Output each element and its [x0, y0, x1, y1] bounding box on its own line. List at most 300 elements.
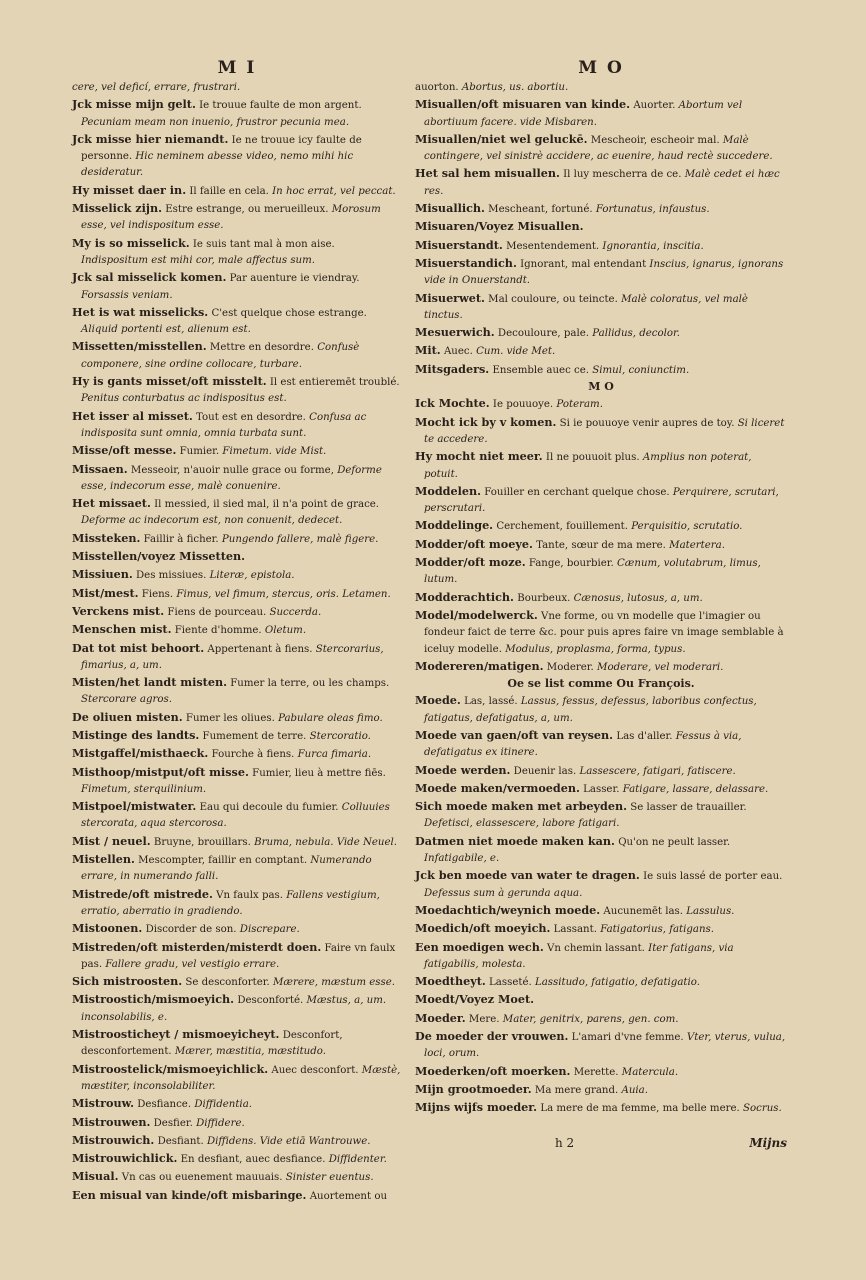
dictionary-entry [72, 495, 402, 530]
headword: Een misual van kinde/oft misbaringe. [72, 1187, 307, 1202]
latin-gloss: Fimus, vel fimum, stercus, oris. Letamen. [176, 588, 391, 600]
french-gloss: Il est entieremēt troublé. [269, 377, 400, 389]
latin-gloss: Infatigabile, e. [424, 853, 500, 865]
french-gloss: Estre estrange, ou merueilleux. [165, 204, 329, 216]
latin-gloss: Malè contingere, vel sinistrè accidere, ac euenire, haud rectè succedere. [424, 134, 773, 163]
headword: Mitsgaders. [415, 361, 490, 376]
latin-gloss: Abortus, us. abortiu. [461, 82, 569, 93]
headword: Moederken/oft moerken. [415, 1063, 571, 1078]
latin-gloss: Pecuniam meam non inuenio, frustror pecunia mea. [81, 116, 350, 128]
dictionary-entry [415, 973, 787, 991]
dictionary-entry [415, 692, 787, 727]
french-gloss: Ie pouuoye. [492, 399, 554, 411]
french-gloss: Mettre en desordre. [209, 342, 314, 354]
headword: Dat tot mist behoort. [72, 640, 205, 655]
latin-gloss: Lassulus. [686, 905, 735, 917]
latin-gloss: Numerando errare, in numerando falli. [81, 855, 372, 883]
latin-gloss: Oletum. [264, 625, 307, 637]
headword: Mistrouwen. [72, 1114, 151, 1129]
latin-gloss: Pallidus, decolor. [592, 328, 681, 340]
headword: Moede maken/vermoeden. [415, 780, 580, 795]
latin-gloss: Stercorare agros. [81, 694, 172, 706]
dictionary-entry [72, 1095, 402, 1113]
headword: Jck ben moede van water te dragen. [415, 868, 640, 883]
french-gloss: Desfiant. [157, 1135, 204, 1147]
subsection-heading: M O [588, 380, 614, 394]
dictionary-entry [72, 408, 402, 443]
headword: Misuerwet. [415, 290, 485, 305]
headword: Jck misse mijn gelt. [72, 97, 196, 112]
headword: Jck sal misselick komen. [72, 270, 227, 285]
french-gloss: Fiens. [141, 588, 174, 600]
french-gloss: Moderer. [546, 661, 594, 673]
latin-gloss: Malè coloratus, vel malè tinctus. [424, 293, 748, 321]
french-gloss: Fumier, lieu à mettre fiēs. [252, 767, 386, 779]
latin-gloss: Abortum vel abortiuum facere. vide Misbaren. [424, 100, 743, 128]
dictionary-entry [72, 131, 402, 182]
dictionary-entry [72, 1061, 402, 1096]
headword: Mijn grootmoeder. [415, 1081, 532, 1096]
french-gloss: Mescompter, faillir en comptant. [138, 855, 308, 867]
headword: Mistpoel/mistwater. [72, 799, 197, 814]
dictionary-entry [72, 798, 402, 833]
headword: Moedt/Voyez Moet. [415, 992, 535, 1007]
dictionary-entry [72, 851, 402, 886]
french-gloss: Merette. [573, 1066, 619, 1078]
latin-gloss: Mæstè, mæstiter, inconsolabiliter. [81, 1064, 401, 1092]
headword: De oliuen misten. [72, 709, 183, 724]
headword: Moeder. [415, 1010, 466, 1025]
dictionary-entry [72, 727, 402, 745]
french-gloss: La mere de ma femme, ma belle mere. [540, 1103, 740, 1115]
latin-gloss: Fatigare, lassare, delassare. [622, 783, 769, 795]
dictionary-entry [72, 585, 402, 603]
headword: Mocht ick by v komen. [415, 414, 557, 429]
latin-gloss: Bruma, nebula. Vide Neuel. [254, 836, 398, 848]
french-gloss: Appertenant à fiens. [207, 643, 313, 655]
french-gloss: Desfier. [153, 1117, 193, 1129]
headword: Moede. [415, 693, 461, 708]
latin-gloss: Defessus sum à gerunda aqua. [424, 887, 583, 899]
dictionary-entry [415, 798, 787, 833]
french-gloss: Fiens de pourceau. [167, 606, 267, 618]
french-gloss: Se desconforter. [185, 977, 270, 989]
latin-gloss: Fatigatorius, fatigans. [600, 924, 715, 936]
french-gloss: Aucunemēt las. [603, 905, 684, 917]
dictionary-entry [72, 764, 402, 799]
headword: Moede werden. [415, 762, 511, 777]
headword: Mistreden/oft misterden/misterdt doen. [72, 939, 322, 954]
latin-gloss: Stercorarius, fimarius, a, um. [81, 643, 384, 671]
headword: Moedich/oft moeyich. [415, 921, 551, 936]
french-gloss: Auec. [443, 346, 473, 358]
dictionary-entry [415, 762, 787, 780]
headword: Misuallich. [415, 201, 485, 216]
latin-gloss: Vter, vterus, vulua, loci, orum. [424, 1032, 786, 1060]
latin-gloss: Modulus, proplasma, forma, typus. [505, 643, 686, 655]
headword: Mistroostelick/mismoeyichlick. [72, 1061, 269, 1076]
headword: Mistrouwichlick. [72, 1151, 178, 1166]
dictionary-entry [415, 833, 787, 868]
latin-gloss: Hic neminem abesse video, nemo mihi hic desideratur. [81, 151, 354, 179]
headword: Mist/mest. [72, 585, 139, 600]
french-gloss: Ie suis tant mal à mon aise. [192, 238, 335, 250]
dictionary-entry [415, 96, 787, 131]
latin-gloss: Diffidentia. [194, 1099, 253, 1111]
dictionary-entry [415, 727, 787, 762]
dictionary-entry [415, 165, 787, 200]
latin-gloss: Penitus conturbatus ac indispositus est. [81, 393, 287, 405]
latin-gloss: Confusa ac indisposita sunt omnia, omnia turbata sunt. [81, 411, 367, 439]
latin-gloss: Deforme esse, indecorum esse, malè conuenire. [81, 464, 382, 492]
latin-gloss: Ignorantia, inscitia. [602, 240, 704, 252]
dictionary-entry [415, 589, 787, 607]
page-footer [415, 1136, 787, 1154]
dictionary-entry [72, 939, 402, 974]
headword: Mistroostich/mismoeyich. [72, 992, 235, 1007]
headword: Misse/oft messe. [72, 443, 177, 458]
french-gloss: Il messied, il sied mal, il n'a point de grace. [154, 499, 380, 511]
headword: Mijns wijfs moeder. [415, 1100, 538, 1115]
latin-gloss: Literæ, epistola. [209, 570, 295, 582]
dictionary-entry [415, 1010, 787, 1028]
dictionary-entry [72, 96, 402, 131]
latin-gloss: Diffidere. [196, 1117, 245, 1129]
left-column [72, 56, 402, 1205]
latin-gloss: Pungendo fallere, malè figere. [221, 533, 379, 545]
dictionary-entry [72, 566, 402, 584]
dictionary-entry [72, 621, 402, 639]
dictionary-entry [72, 709, 402, 727]
dictionary-entry [415, 131, 787, 166]
latin-gloss: Amplius non poterat, potuit. [424, 452, 752, 480]
french-gloss: Mal couloure, ou teincte. [488, 293, 618, 305]
headword: Het sal hem misuallen. [415, 166, 560, 181]
dictionary-entry [415, 991, 787, 1009]
dictionary-entry [415, 1063, 787, 1081]
latin-gloss: Aliquid portenti est, alienum est. [81, 324, 251, 336]
latin-gloss: Inscius, ignarus, ignorans vide in Onuerstandt. [424, 258, 784, 287]
latin-gloss: Fimetum, sterquilinium. [81, 783, 207, 795]
french-gloss: Auortement ou [309, 1190, 388, 1202]
latin-gloss: Discrepare. [239, 924, 300, 936]
headword: Mist / neuel. [72, 833, 151, 848]
catchword: Mijns [749, 1136, 787, 1150]
latin-gloss: Moderare, vel moderari. [597, 661, 724, 673]
headword: My is so misselick. [72, 235, 190, 250]
french-gloss: Il faille en cela. [189, 185, 269, 197]
headword: Jck misse hier niemandt. [72, 131, 229, 146]
french-gloss: Qu'on ne peult lasser. [618, 836, 731, 848]
headword: Missaen. [72, 461, 128, 476]
latin-gloss: Diffidenter. [328, 1154, 387, 1166]
french-gloss: Fouiller en cerchant quelque chose. [484, 486, 670, 498]
latin-gloss: Fessus à via, defatigatus ex itinere. [424, 730, 742, 759]
dictionary-entry [415, 902, 787, 920]
french-gloss: Fange, bourbier. [528, 558, 614, 570]
headword: Misuallen/oft misuaren van kinde. [415, 97, 631, 112]
dictionary-entry [72, 833, 402, 851]
dictionary-entry [72, 338, 402, 373]
french-gloss: auorton. [415, 82, 459, 93]
right-column [415, 56, 787, 1118]
latin-gloss: Matercula. [621, 1066, 679, 1078]
headword: Misstellen/voyez Missetten. [72, 549, 246, 564]
french-gloss: Mesentendement. [506, 240, 600, 252]
headword: Ick Mochte. [415, 396, 490, 411]
latin-gloss: Morosum esse, vel indispositum esse. [81, 204, 381, 232]
french-gloss: Desconfort, desconfortement. [81, 1030, 343, 1058]
headword: Menschen mist. [72, 622, 172, 637]
dictionary-entry [72, 603, 402, 621]
french-gloss: Tout est en desordre. [196, 411, 306, 423]
french-gloss: Fumer les oliues. [185, 712, 275, 724]
latin-gloss: Socrus. [743, 1103, 782, 1115]
dictionary-entry [72, 1168, 402, 1186]
dictionary-entry [415, 483, 787, 518]
headword: Mistrouwich. [72, 1132, 155, 1147]
headword: Moede van gaen/oft van reysen. [415, 727, 614, 742]
dictionary-entry [415, 290, 787, 325]
latin-gloss: Furca fimaria. [297, 749, 372, 761]
headword: Moedtheyt. [415, 974, 486, 989]
left-entries [72, 80, 402, 1205]
headword: Moedachtich/weynich moede. [415, 902, 601, 917]
french-gloss: Vn faulx pas. [216, 889, 284, 901]
subsection-heading: Oe se list comme Ou François. [507, 677, 695, 691]
dictionary-entry [72, 991, 402, 1026]
headword: Mit. [415, 343, 441, 358]
headword: Modderachtich. [415, 589, 514, 604]
latin-gloss: Fimetum. vide Mist. [222, 446, 327, 458]
headword: Het is wat misselicks. [72, 304, 209, 319]
french-gloss: Par auenture ie viendray. [229, 273, 360, 285]
dictionary-entry [72, 1150, 402, 1168]
dictionary-entry [415, 1028, 787, 1063]
french-gloss: Auec desconfort. [271, 1064, 359, 1076]
dictionary-entry [72, 461, 402, 496]
dictionary-entry [72, 80, 402, 96]
headword: Het isser al misset. [72, 408, 193, 423]
dictionary-entry [72, 304, 402, 339]
dictionary-entry [72, 373, 402, 408]
headword: Modereren/matigen. [415, 658, 544, 673]
latin-gloss: Lassescere, fatigari, fatiscere. [579, 765, 736, 777]
dictionary-entry [72, 235, 402, 270]
dictionary-entry [415, 342, 787, 360]
dictionary-entry [72, 920, 402, 938]
headword: Hy is gants misset/oft misstelt. [72, 374, 267, 389]
dictionary-entry [415, 200, 787, 218]
french-gloss: Ie ne trouue icy faulte de personne. [81, 134, 362, 163]
latin-gloss: Auia. [621, 1084, 648, 1096]
headword: Mistroosticheyt / mismoeyicheyt. [72, 1027, 280, 1042]
latin-gloss: Fortunatus, infaustus. [595, 204, 710, 216]
latin-gloss: Malè cedet ei hæc res. [424, 169, 780, 197]
french-gloss: Faillir à ficher. [143, 533, 219, 545]
french-gloss: Vn cas ou euenement mauuais. [121, 1172, 283, 1184]
headword: Moddelinge. [415, 518, 494, 533]
dictionary-entry [72, 674, 402, 709]
right-entries [415, 80, 787, 1118]
latin-gloss: Cænum, volutabrum, limus, lutum. [424, 558, 761, 586]
french-gloss: Lasseté. [489, 977, 532, 989]
latin-gloss: Colluuies stercorata, aqua stercorosa. [81, 802, 390, 830]
headword: Mistrede/oft mistrede. [72, 886, 213, 901]
french-gloss: Se lasser de trauailler. [630, 802, 747, 814]
latin-gloss: cere, vel deficí, errare, frustrari. [72, 82, 241, 93]
latin-gloss: Confusè componere, sine ordine collocare, turbare. [81, 342, 360, 370]
latin-gloss: Stercoratio. [309, 730, 371, 742]
latin-gloss: In hoc errat, vel peccat. [272, 185, 396, 197]
latin-gloss: Simul, coniunctim. [592, 364, 690, 376]
latin-gloss: Mærere, mæstum esse. [272, 977, 396, 989]
headword: Misten/het landt misten. [72, 675, 227, 690]
headword: Hy mocht niet meer. [415, 449, 543, 464]
french-gloss: Fourche à fiens. [211, 749, 295, 761]
latin-gloss: Matertera. [669, 539, 725, 551]
dictionary-entry [415, 536, 787, 554]
headword: Misselick zijn. [72, 201, 162, 216]
french-gloss: Il luy mescherra de ce. [563, 169, 682, 181]
latin-gloss: Perquisitio, scrutatio. [631, 521, 743, 533]
french-gloss: Lassant. [553, 924, 597, 936]
headword: Missteken. [72, 530, 141, 545]
french-gloss: Messeoir, n'auoir nulle grace ou forme, [130, 464, 334, 476]
french-gloss: Eau qui decoule du fumier. [199, 802, 339, 814]
headword: Mistoonen. [72, 921, 143, 936]
headword: Misuerstandich. [415, 255, 517, 270]
french-gloss: Discorder de son. [145, 924, 237, 936]
dictionary-entry [415, 448, 787, 483]
french-gloss: Fumer la terre, ou les champs. [230, 678, 390, 690]
french-gloss: Fumement de terre. [202, 730, 307, 742]
french-gloss: Deuenir las. [513, 765, 577, 777]
dictionary-entry [72, 973, 402, 991]
headword: Het missaet. [72, 496, 151, 511]
headword: Mistrouw. [72, 1096, 134, 1111]
french-gloss: Mere. [468, 1013, 500, 1025]
dictionary-entry [72, 182, 402, 200]
dictionary-entry [72, 548, 402, 566]
dictionary-entry [415, 324, 787, 342]
dictionary-entry [72, 530, 402, 548]
dictionary-entry [415, 395, 787, 413]
dictionary-entry [72, 1026, 402, 1061]
dictionary-entry [72, 442, 402, 460]
latin-gloss: Perquirere, scrutari, perscrutari. [424, 486, 779, 515]
french-gloss: Des missiues. [136, 570, 207, 582]
latin-gloss: Fallens vestigium, erratio, aberratio in gradiendo. [81, 889, 380, 917]
latin-gloss: Iter fatigans, via fatigabilis, molesta. [424, 942, 734, 970]
latin-gloss: Pabulare oleas fimo. [278, 712, 383, 724]
french-gloss: Ie trouue faulte de mon argent. [199, 100, 362, 112]
latin-gloss: Indispositum est mihi cor, male affectus sum. [81, 254, 316, 266]
french-gloss: Las, lassé. [464, 696, 518, 708]
latin-gloss: Mærer, mæstitia, mæstitudo. [174, 1046, 326, 1058]
dictionary-entry [415, 361, 787, 379]
dictionary-entry [415, 237, 787, 255]
signature-mark: h 2 [555, 1136, 575, 1150]
dictionary-entry [72, 886, 402, 921]
headword: Missiuen. [72, 567, 133, 582]
french-gloss: Bruyne, brouillars. [153, 836, 251, 848]
french-gloss: Ie suis lassé de porter eau. [643, 871, 783, 883]
left-column-header: M I [217, 58, 257, 78]
french-gloss: Auorter. [633, 100, 676, 112]
dictionary-entry [415, 255, 787, 290]
french-gloss: Bourbeux. [517, 592, 571, 604]
headword: Mistinge des landts. [72, 727, 200, 742]
french-gloss: Mescheant, fortuné. [488, 204, 593, 216]
latin-gloss: Mæstus, a, um. inconsolabilis, e. [81, 995, 387, 1023]
headword: De moeder der vrouwen. [415, 1029, 569, 1044]
latin-gloss: Lassitudo, fatigatio, defatigatio. [534, 977, 700, 989]
dictionary-entry [72, 640, 402, 675]
latin-gloss: Poteram. [556, 399, 603, 411]
dictionary-entry [415, 920, 787, 938]
dictionary-entry [415, 414, 787, 449]
headword: Hy misset daer in. [72, 182, 187, 197]
french-gloss: Ignorant, mal entendant [520, 258, 647, 270]
french-gloss: Fiente d'homme. [174, 625, 262, 637]
dictionary-entry [415, 607, 787, 658]
french-gloss: Mescheoir, escheoir mal. [590, 134, 720, 146]
latin-gloss: Deforme ac indecorum est, non conuenit, dedecet. [81, 515, 343, 527]
french-gloss: Desconforté. [237, 995, 304, 1007]
french-gloss: Decouloure, pale. [497, 328, 589, 340]
headword: Misuaren/Voyez Misuallen. [415, 219, 584, 234]
french-gloss: L'amari d'vne femme. [571, 1032, 684, 1044]
headword: Een moedigen wech. [415, 939, 544, 954]
dictionary-entry [415, 867, 787, 902]
headword: Modder/oft moeye. [415, 536, 533, 551]
dictionary-entry [72, 1114, 402, 1132]
dictionary-entry [415, 939, 787, 974]
latin-gloss: Forsassis veniam. [81, 289, 173, 301]
french-gloss: Ensemble auec ce. [492, 364, 589, 376]
latin-gloss: Diffidens. Vide etiā Wantrouwe. [207, 1135, 371, 1147]
french-gloss: Tante, sœur de ma mere. [536, 539, 666, 551]
french-gloss: C'est quelque chose estrange. [211, 307, 367, 319]
dictionary-entry [415, 780, 787, 798]
french-gloss: Las d'aller. [616, 730, 673, 742]
dictionary-entry [415, 1099, 787, 1117]
latin-gloss: Fallere gradu, vel vestigio errare. [105, 958, 280, 970]
french-gloss: Ma mere grand. [534, 1084, 619, 1096]
dictionary-entry [72, 745, 402, 763]
french-gloss: Fumier. [179, 446, 220, 458]
headword: Modder/oft moze. [415, 555, 526, 570]
latin-gloss: Sinister euentus. [285, 1172, 374, 1184]
latin-gloss: Si liceret te accedere. [424, 417, 785, 445]
dictionary-entry [72, 1187, 402, 1205]
latin-gloss: Defetisci, elassescere, labore fatigari. [424, 818, 620, 830]
latin-gloss: Mater, genitrix, parens, gen. com. [502, 1013, 679, 1025]
french-gloss: Il ne pouuoit plus. [545, 452, 640, 464]
headword: Sich moede maken met arbeyden. [415, 799, 627, 814]
french-gloss: Si ie pouuoye venir aupres de toy. [559, 417, 735, 429]
latin-gloss: Cænosus, lutosus, a, um. [573, 592, 703, 604]
dictionary-entry [415, 554, 787, 589]
dictionary-entry [415, 1081, 787, 1099]
french-gloss: Desfiance. [137, 1099, 192, 1111]
french-gloss: En desfiant, auec desfiance. [180, 1154, 326, 1166]
dictionary-entry [415, 80, 787, 96]
dictionary-entry [415, 218, 787, 236]
headword: Moddelen. [415, 483, 482, 498]
headword: Verckens mist. [72, 603, 165, 618]
